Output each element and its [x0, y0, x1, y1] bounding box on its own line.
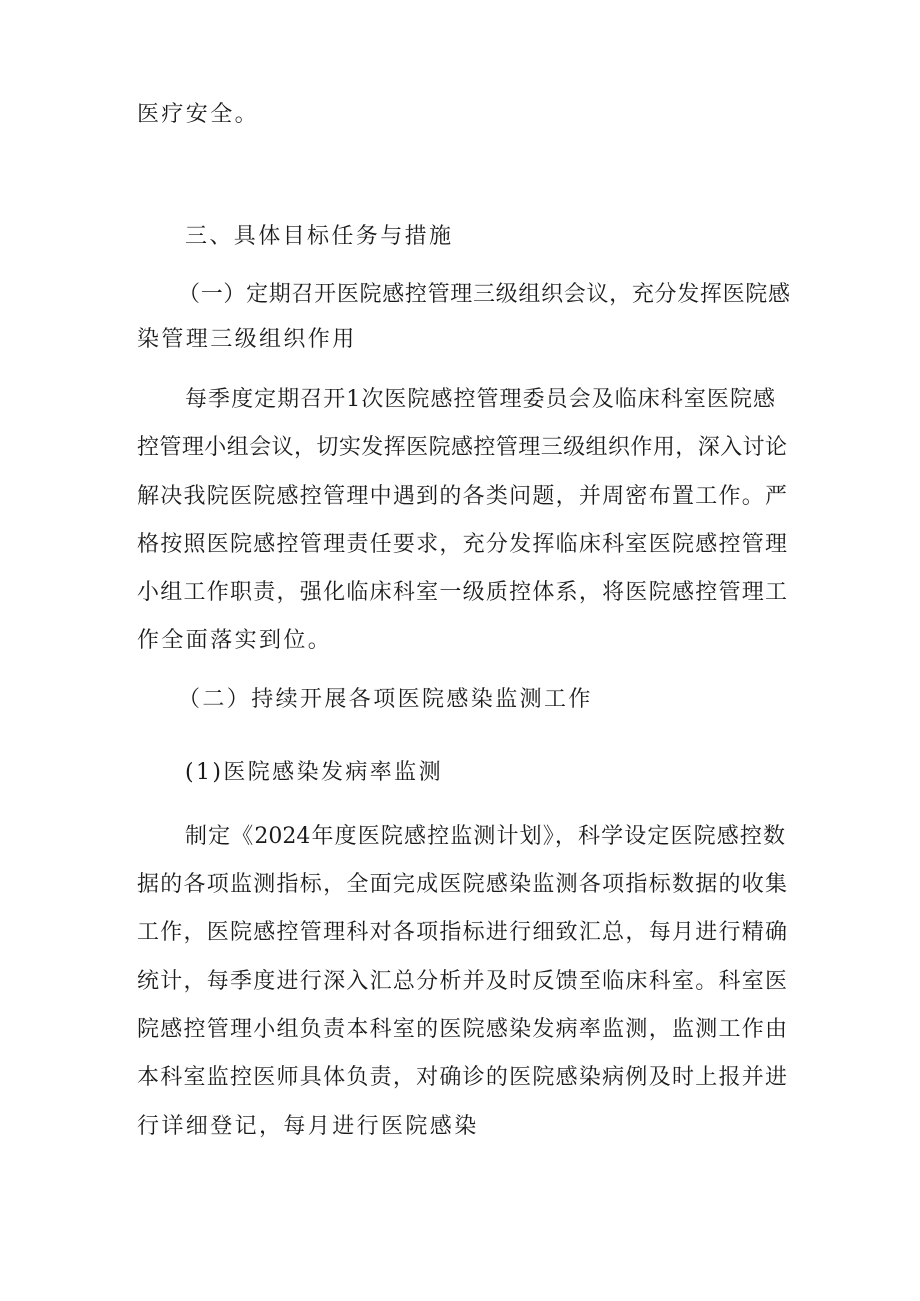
subsection-2-body-line: 本科室监控医师具体负责，对确诊的医院感染病例及时上报并进 [137, 1065, 787, 1090]
subsection-1-body-line: 每季度定期召开1次医院感控管理委员会及临床科室医院感 [185, 387, 775, 412]
subsection-1-body-line: 格按照医院感控管理责任要求，充分发挥临床科室医院感控管理 [137, 532, 787, 557]
subsection-2-body-line: 统计，每季度进行深入汇总分析并及时反馈至临床科室。科室医 [137, 969, 787, 994]
subsection-2-body-line: 据的各项监测指标，全面完成医院感染监测各项指标数据的收集 [137, 872, 787, 897]
subsection-2-body-line: 院感控管理小组负责本科室的医院感染发病率监测，监测工作由 [137, 1017, 787, 1042]
subsection-1-title-line-1: （一）定期召开医院感控管理三级组织会议，充分发挥医院感 [178, 282, 790, 307]
subsection-2-title: （二）持续开展各项医院感染监测工作 [178, 687, 593, 712]
subsection-2-body-line: 制定《2024年度医院感控监测计划》，科学设定医院感控数 [185, 824, 785, 849]
subsection-1-body-line: 控管理小组会议，切实发挥医院感控管理三级组织作用，深入讨论 [137, 435, 787, 460]
subsection-1-title-line-2: 染管理三级组织作用 [137, 327, 357, 352]
item-1-title: (1)医院感染发病率监测 [185, 760, 443, 785]
section-heading: 三、具体目标任务与措施 [185, 224, 454, 249]
subsection-1-body-line: 作全面落实到位。 [137, 628, 333, 653]
subsection-2-body-line: 行详细登记，每月进行医院感染 [137, 1114, 479, 1139]
subsection-1-body-line: 解决我院医院感控管理中遇到的各类问题，并周密布置工作。严 [137, 484, 787, 509]
paragraph-tail: 医疗安全。 [137, 102, 260, 127]
subsection-2-body-line: 工作，医院感控管理科对各项指标进行细致汇总，每月进行精确 [137, 920, 787, 945]
subsection-1-body-line: 小组工作职责，强化临床科室一级质控体系，将医院感控管理工 [137, 580, 787, 605]
